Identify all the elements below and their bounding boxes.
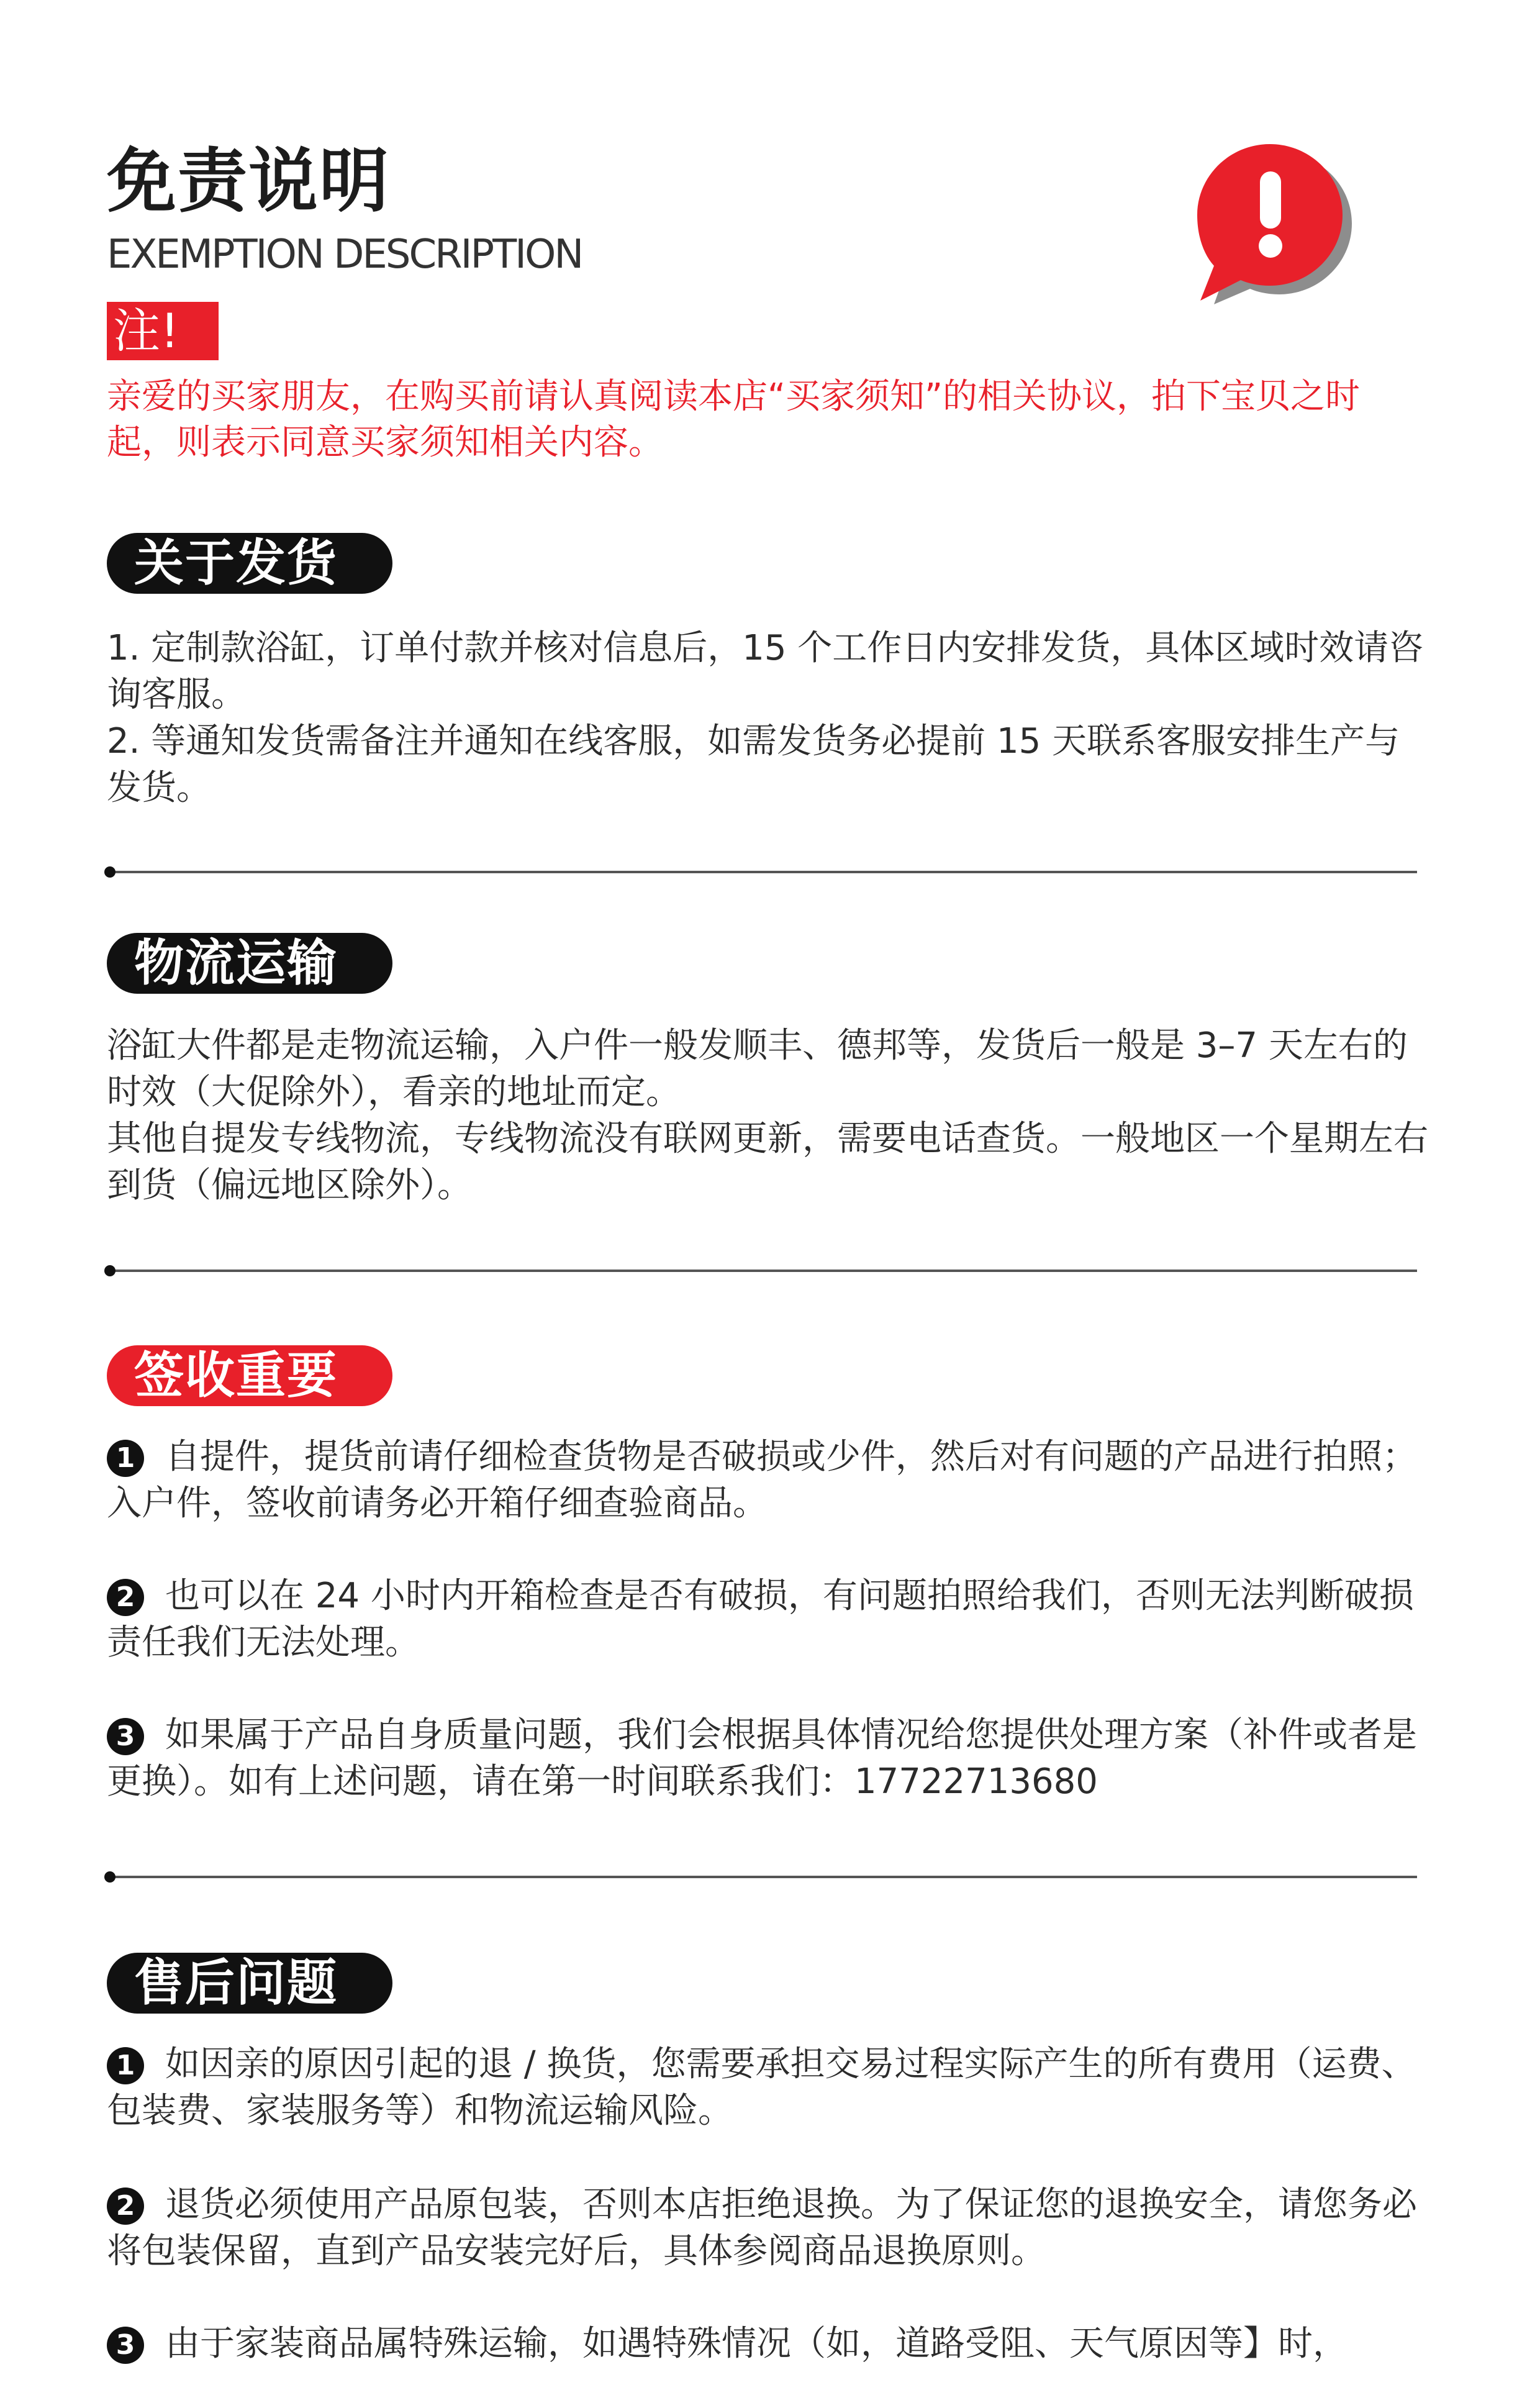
after-sales-item-1-text: 如因亲的原因引起的退 / 换货，您需要承担交易过程实际产生的所有费用（运费、包装费、家装服务等）和物流运输风险。 [107, 2044, 1416, 2131]
after-sales-item-3-text: 由于家装商品属特殊运输，如遇特殊情况（如，道路受阻、天气原因等】时， [165, 2324, 1348, 2364]
receipt-item-2-text: 也可以在 24 小时内开箱检查是否有破损，有问题拍照给我们，否则无法判断破损责任我们无法处理。 [107, 1576, 1414, 1663]
after-sales-item-2 [107, 2181, 1429, 2274]
note-text: 亲爱的买家朋友，在购买前请认真阅读本店“买家须知”的相关协议，拍下宝贝之时起，则表示同意买家须知相关内容。 [107, 376, 1361, 463]
exclamation-speech-bubble-icon [1177, 135, 1363, 322]
receipt-item-3 [107, 1712, 1429, 1805]
shipping-paragraph-2: 2. 等通知发货需备注并通知在线客服，如需发货务必提前 15 天联系客服安排生产与发货。 [107, 721, 1400, 808]
number-badge: 3 [107, 1718, 144, 1755]
section-heading-shipping: 关于发货 [107, 533, 392, 594]
receipt-item-1 [107, 1433, 1429, 1527]
section-heading-logistics: 物流运输 [107, 933, 392, 994]
section-heading-receipt: 签收重要 [107, 1345, 392, 1406]
page-title: 免责说明 [107, 141, 390, 222]
section-heading-after-sales: 售后问题 [107, 1953, 392, 2014]
logistics-paragraph-2: 其他自提发专线物流，专线物流没有联网更新，需要电话查货。一般地区一个星期左右到货（偏远地区除外）。 [107, 1119, 1428, 1206]
number-badge: 3 [107, 2327, 144, 2364]
number-badge: 1 [107, 2047, 144, 2084]
section-divider [107, 871, 1417, 873]
receipt-item-1-text: 自提件，提货前请仔细检查货物是否破损或少件，然后对有问题的产品进行拍照；入户件，签收前请务必开箱仔细查验商品。 [107, 1437, 1417, 1524]
shipping-paragraph-1: 1. 定制款浴缸，订单付款并核对信息后，15 个工作日内安排发货，具体区域时效请咨询客服。 [107, 628, 1424, 715]
note-badge: 注! [107, 302, 219, 360]
logistics-paragraph-1: 浴缸大件都是走物流运输，入户件一般发顺丰、德邦等，发货后一般是 3–7 天左右的时效（大促除外），看亲的地址而定。 [107, 1025, 1408, 1112]
receipt-item-3-text: 如果属于产品自身质量问题，我们会根据具体情况给您提供处理方案（补件或者是更换）。如有上述问题，请在第一时间联系我们：17722713680 [107, 1715, 1417, 1802]
number-badge: 2 [107, 1579, 144, 1616]
after-sales-item-1 [107, 2041, 1429, 2134]
section-divider [107, 1876, 1417, 1878]
after-sales-item-3 [107, 2320, 1429, 2367]
section-divider [107, 1270, 1417, 1272]
number-badge: 2 [107, 2187, 144, 2225]
number-badge: 1 [107, 1440, 144, 1477]
page-subtitle: EXEMPTION DESCRIPTION [107, 232, 582, 278]
receipt-item-2 [107, 1573, 1429, 1666]
after-sales-item-2-text: 退货必须使用产品原包装，否则本店拒绝退换。为了保证您的退换安全，请您务必将包装保留，直到产品安装完好后，具体参阅商品退换原则。 [107, 2184, 1417, 2271]
